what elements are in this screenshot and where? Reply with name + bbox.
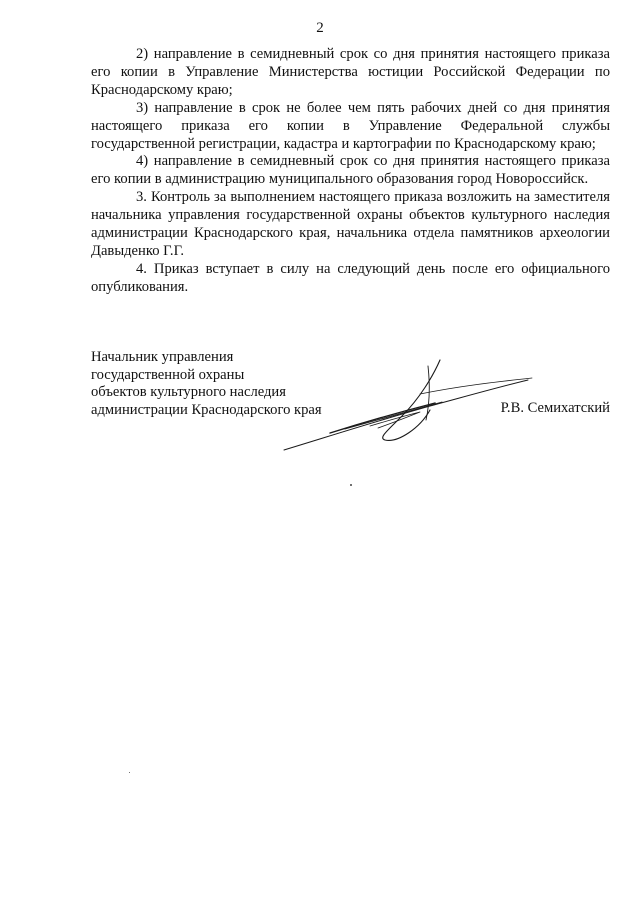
- scan-speck: [129, 772, 130, 773]
- signatory-position-line: государственной охраны: [91, 366, 245, 383]
- document-body: [91, 46, 610, 297]
- paragraph-control: 3. Контроль за выполнением настоящего приказа возложить на заместителя начальника управления государственной охраны объектов культурного наследия администрации Краснодарского края, начальника отдела памятников археологии Давыденко Г.Г.: [91, 189, 610, 259]
- paragraph-effective-date: 4. Приказ вступает в силу на следующий день после его официального опубликования.: [91, 260, 610, 295]
- signatory-name: Р.В. Семихатский: [500, 400, 610, 416]
- scan-speck: [350, 484, 352, 486]
- handwritten-signature: [270, 358, 540, 458]
- signatory-position-line: Начальник управления: [91, 349, 234, 365]
- signatory-position-line: администрации Краснодарского края: [91, 401, 322, 418]
- paragraph-item-3: 3) направление в срок не более чем пять рабочих дней со дня принятия настоящего приказа его копии в Управление Федеральной службы государственной регистрации, кадастра и картографии по Краснодарскому краю;: [91, 99, 610, 152]
- page-number: 2: [316, 20, 324, 36]
- signatory-position-line: объектов культурного наследия: [91, 384, 286, 401]
- paragraph-item-2: 2) направление в семидневный срок со дня принятия настоящего приказа его копии в Управление Министерства юстиции Российской Федерации по Краснодарскому краю;: [91, 46, 610, 98]
- paragraph-item-4: 4) направление в семидневный срок со дня принятия настоящего приказа его копии в администрацию муниципального образования город Новороссийск.: [91, 153, 610, 188]
